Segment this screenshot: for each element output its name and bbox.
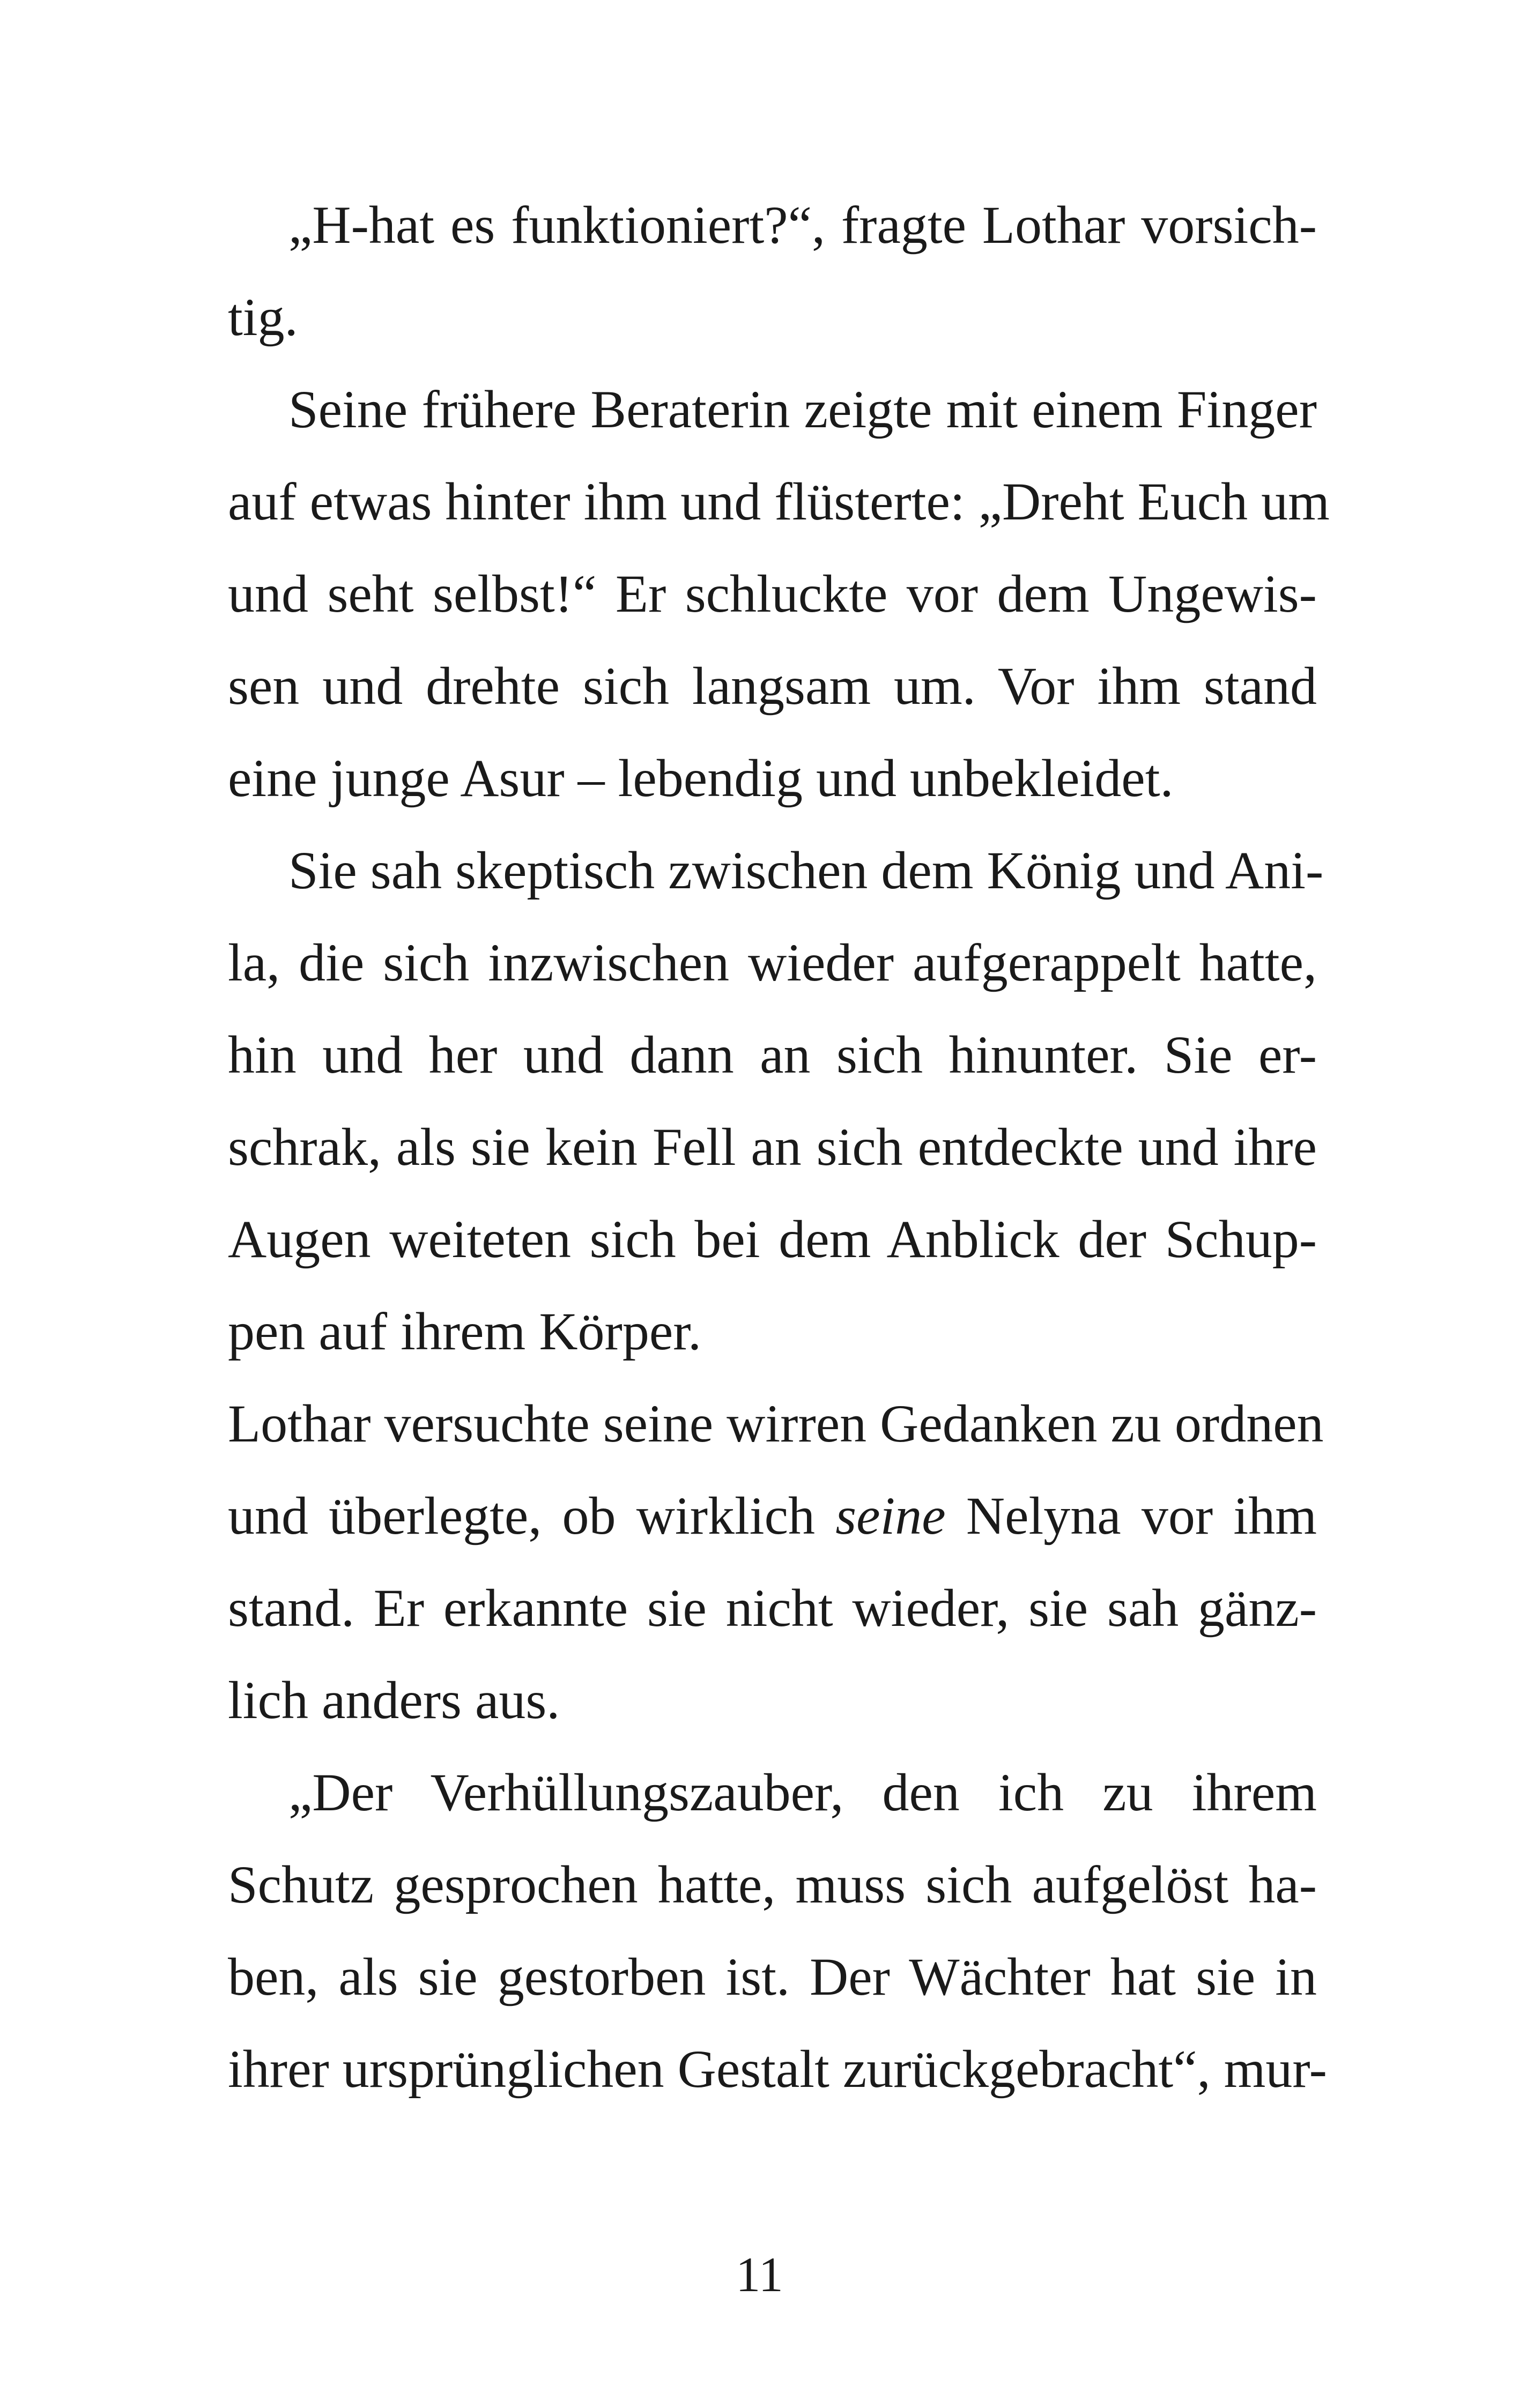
text-line: eine junge Asur – lebendig und unbekleidet.: [228, 748, 1174, 808]
text-line: hin und her und dann an sich hinunter. Sie er-: [228, 1025, 1317, 1084]
text-line: Seine frühere Beraterin zeigte mit einem Finger: [288, 380, 1317, 439]
text-line: pen auf ihrem Körper.: [228, 1302, 702, 1361]
text-line: und seht selbst!“ Er schluckte vor dem Ungewis-: [228, 564, 1317, 623]
emphasized-word: seine: [835, 1486, 946, 1545]
text-line: stand. Er erkannte sie nicht wieder, sie sah gänz-: [228, 1578, 1317, 1638]
text-line: „Der Verhüllungszauber, den ich zu ihrem: [288, 1763, 1317, 1822]
text-segment: Nelyna vor ihm: [945, 1486, 1317, 1545]
text-line: ihrer ursprünglichen Gestalt zurückgebracht“, mur-: [228, 2039, 1327, 2099]
page-number: 11: [736, 2247, 783, 2302]
text-line: schrak, als sie kein Fell an sich entdeckte und ihre: [228, 1117, 1317, 1177]
text-line: Sie sah skeptisch zwischen dem König und Ani-: [288, 841, 1324, 900]
text-line: ben, als sie gestorben ist. Der Wächter hat sie in: [228, 1947, 1317, 2006]
text-line: tig.: [228, 287, 298, 347]
text-line: [228, 1476, 1317, 1556]
text-line: Lothar versuchte seine wirren Gedanken zu ordnen: [228, 1394, 1324, 1453]
text-line: Schutz gesprochen hatte, muss sich aufgelöst ha-: [228, 1855, 1317, 1914]
text-line: auf etwas hinter ihm und flüsterte: „Dreht Euch um: [228, 472, 1330, 531]
text-line: Augen weiteten sich bei dem Anblick der Schup-: [228, 1209, 1317, 1269]
text-line: „H-hat es funktioniert?“, fragte Lothar vorsich-: [288, 195, 1317, 255]
text-segment: und überlegte, ob wirklich: [228, 1486, 836, 1545]
text-line: la, die sich inzwischen wieder aufgerappelt hatte,: [228, 933, 1317, 992]
text-line: sen und drehte sich langsam um. Vor ihm stand: [228, 656, 1317, 716]
text-line: lich anders aus.: [228, 1670, 560, 1730]
